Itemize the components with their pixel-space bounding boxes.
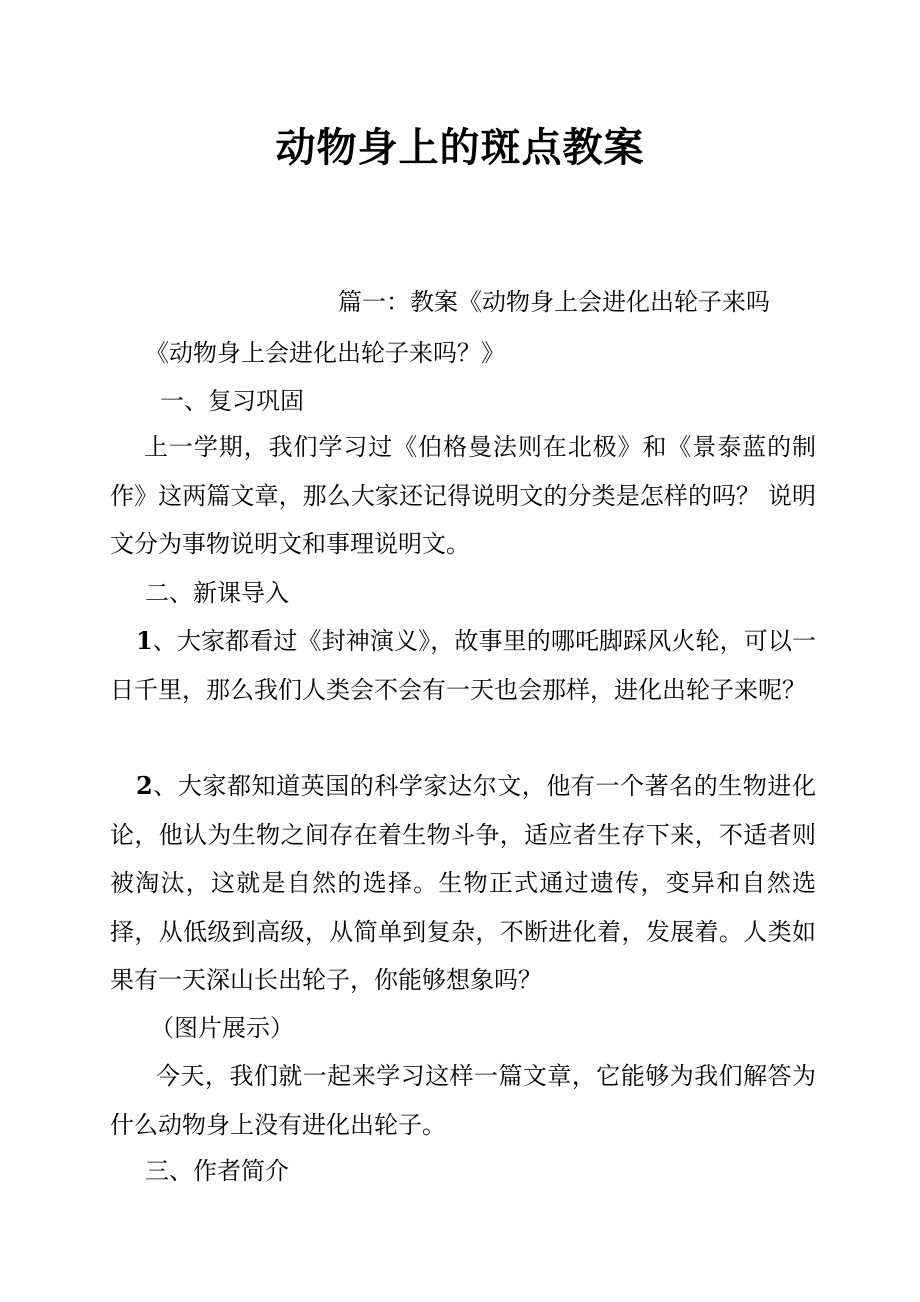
item-number: 2 [136,771,153,800]
item-text: 、大家都知道英国的科学家达尔文，他有一个著名的生物进化论，他认为生物之间存在着生物斗争，适应者生存下来，不适者则被淘汰，这就是自然的选择。生物正式通过遗传，变异和自然选择，从低级到高级，从简单到复杂，不断进化着，发展着。人类如果有一天深山长出轮子，你能够想象吗？ [110,772,816,994]
section-heading: 篇一：教案《动物身上会进化出轮子来吗 [338,288,770,316]
item-number: 1 [136,626,153,655]
paragraph-item-1 [110,617,816,714]
item-text: 、大家都看过《封神演义》，故事里的哪吒脚踩风火轮，可以一日千里，那么我们人类会不会有一天也会那样，进化出轮子来呢？ [110,627,816,704]
picture-note: （图片展示） [150,1014,294,1042]
paragraph-today: 今天，我们就一起来学习这样一篇文章，它能够为我们解答为什么动物身上没有进化出轮子。 [110,1062,816,1139]
paragraph-item-2 [110,762,816,1005]
lesson-subtitle: 《动物身上会进化出轮子来吗？》 [145,339,505,367]
heading-author-intro: 三、作者简介 [145,1157,289,1185]
document-title: 动物身上的斑点教案 [275,124,645,171]
heading-new-lesson: 二、新课导入 [145,579,289,607]
paragraph-review: 上一学期，我们学习过《伯格曼法则在北极》和《景泰蓝的制作》这两篇文章，那么大家还记得说明文的分类是怎样的吗？ 说明文分为事物说明文和事理说明文。 [110,433,816,558]
heading-review: 一、复习巩固 [160,387,304,415]
